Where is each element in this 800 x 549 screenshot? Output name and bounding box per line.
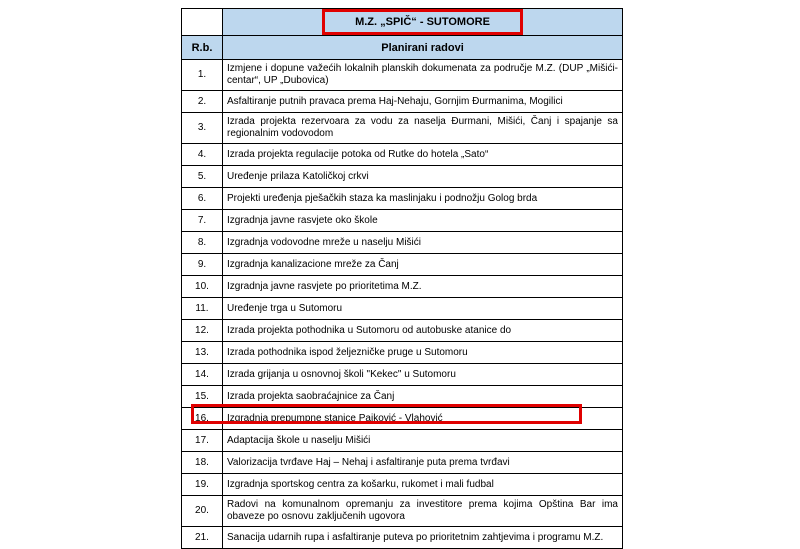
table-row [182,452,623,474]
row-description: Izrada projekta pothodnika u Sutomoru od autobuske atanice do [223,320,623,342]
row-description: Uređenje trga u Sutomoru [223,298,623,320]
row-description: Valorizacija tvrđave Haj – Nehaj i asfaltiranje puta prema tvrđavi [223,452,623,474]
row-description: Asfaltiranje putnih pravaca prema Haj-Nehaju, Gornjim Đurmanima, Mogilici [223,91,623,113]
row-description: Projekti uređenja pješačkih staza ka maslinjaku i podnožju Golog brda [223,188,623,210]
row-number: 21. [182,527,223,549]
table-row [182,166,623,188]
row-description: Izrada projekta rezervoara za vodu za naselja Đurmani, Mišići, Čanj i spajanje sa regionalnim vodovodom [223,113,623,144]
table-row [182,232,623,254]
row-number: 10. [182,276,223,298]
table-row [182,496,623,527]
row-number: 7. [182,210,223,232]
row-description: Izgradnja javne rasvjete po prioritetima M.Z. [223,276,623,298]
table-row [182,527,623,549]
table-body [182,60,623,549]
row-number: 17. [182,430,223,452]
row-number: 12. [182,320,223,342]
column-header-planned-works: Planirani radovi [223,36,623,60]
row-number: 5. [182,166,223,188]
row-number: 3. [182,113,223,144]
row-number: 20. [182,496,223,527]
row-description: Izrada projekta saobraćajnice za Čanj [223,386,623,408]
row-number: 9. [182,254,223,276]
row-number: 15. [182,386,223,408]
table-row [182,430,623,452]
table-row [182,188,623,210]
row-description: Radovi na komunalnom opremanju za investitore prema kojima Opština Bar ima obaveze po osnovu zaključenih ugovora [223,496,623,527]
table-row [182,60,623,91]
row-description: Izgradnja javne rasvjete oko škole [223,210,623,232]
row-description: Izrada projekta regulacije potoka od Rutke do hotela „Sato“ [223,144,623,166]
table-row [182,474,623,496]
table-row [182,408,623,430]
title-cell [223,9,623,36]
table-row [182,113,623,144]
table-row [182,342,623,364]
planned-works-table [181,8,623,549]
table-row [182,276,623,298]
row-number: 8. [182,232,223,254]
table-row [182,364,623,386]
row-number: 13. [182,342,223,364]
row-description: Izrada grijanja u osnovnoj školi "Kekec" u Sutomoru [223,364,623,386]
row-description: Izgradnja vodovodne mreže u naselju Mišići [223,232,623,254]
column-header-row [182,36,623,60]
table-row [182,210,623,232]
table-row [182,91,623,113]
row-number: 14. [182,364,223,386]
row-description: Uređenje prilaza Katoličkoj crkvi [223,166,623,188]
column-header-number: R.b. [182,36,223,60]
table-title-row [182,9,623,36]
row-description: Adaptacija škole u naselju Mišići [223,430,623,452]
row-description: Sanacija udarnih rupa i asfaltiranje puteva po prioritetnim zahtjevima i programu M.Z. [223,527,623,549]
title-blank-cell [182,9,223,36]
table-row [182,144,623,166]
row-number: 11. [182,298,223,320]
table-title: M.Z. „SPIČ“ - SUTOMORE [322,9,523,35]
row-number: 4. [182,144,223,166]
table-row [182,254,623,276]
row-description: Izgradnja prepumpne stanice Pajković - Vlahović [223,408,623,430]
row-number: 6. [182,188,223,210]
row-number: 18. [182,452,223,474]
row-number: 1. [182,60,223,91]
row-description: Izrada pothodnika ispod željezničke pruge u Sutomoru [223,342,623,364]
row-number: 19. [182,474,223,496]
table-row [182,386,623,408]
table-row [182,320,623,342]
table-row [182,298,623,320]
row-description: Izmjene i dopune važećih lokalnih planskih dokumenata za područje M.Z. (DUP „Mišići-centar“, UP „Dubovica) [223,60,623,91]
row-number: 2. [182,91,223,113]
row-number: 16. [182,408,223,430]
row-description: Izgradnja kanalizacione mreže za Čanj [223,254,623,276]
row-description: Izgradnja sportskog centra za košarku, rukomet i mali fudbal [223,474,623,496]
